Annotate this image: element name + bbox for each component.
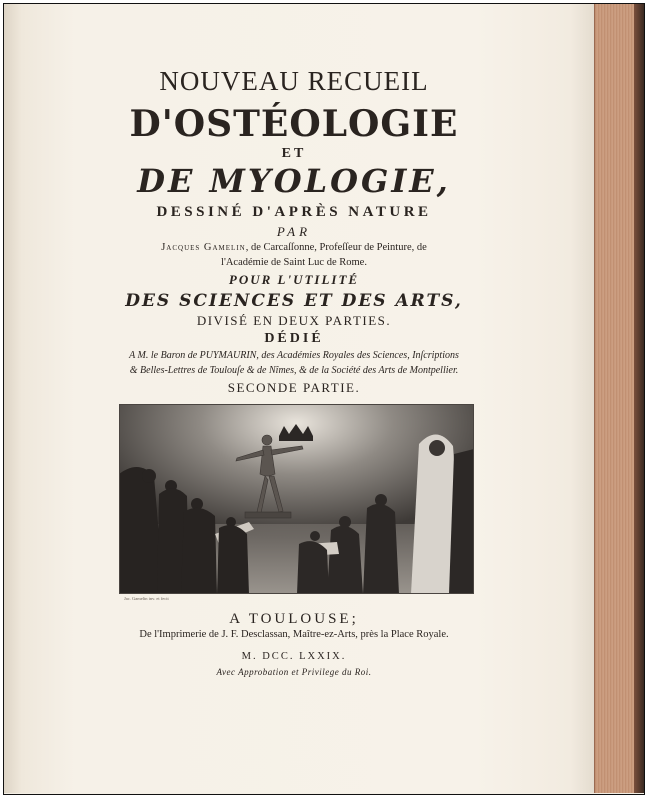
printer-line: De l'Imprimerie de J. F. Desclassan, Maître-ez-Arts, près la Place Royale. (139, 629, 449, 640)
by-line: PAR (276, 224, 312, 239)
book-fore-edge (594, 4, 644, 793)
illustration-credit: Jac. Gamelin inv. et fecit (124, 596, 169, 601)
book-scan-frame (3, 3, 645, 795)
author-details: , de Carcaſſonne, Profeſſeur de Peinture, de (245, 242, 427, 253)
purpose-line-1: POUR L'UTILITÉ (228, 272, 360, 287)
privilege-line: Avec Approbation et Privilege du Roi. (216, 667, 372, 677)
publication-year: M. DCC. LXXIX. (241, 651, 347, 662)
engraving-illustration (119, 404, 474, 594)
purpose-line-2: DES SCIENCES ET DES ARTS, (125, 291, 463, 311)
crown-icon (279, 424, 313, 441)
part-line: SECONDE PARTIE. (227, 380, 361, 395)
title-line-2: D'OSTÉOLOGIE (129, 103, 459, 145)
dedication-heading: DÉDIÉ (264, 331, 324, 346)
title-line-3: ET (281, 146, 307, 161)
subtitle: DESSINÉ D'APRÈS NATURE (156, 204, 432, 220)
division-line: DIVISÉ EN DEUX PARTIES. (196, 313, 392, 328)
place-of-printing: A TOULOUSE; (229, 611, 359, 627)
author-name: Jacques Gamelin (161, 242, 246, 253)
dedicatee-line-1: A M. le Baron de PUYMAURIN, des Académies Royales des Sciences, Inſcriptions (129, 350, 459, 361)
title-page (4, 4, 594, 793)
dedicatee-line-2: & Belles-Lettres de Toulouſe & de Nîmes, & de la Société des Arts de Montpellier. (129, 365, 459, 376)
title-line-4: DE MYOLOGIE, (137, 162, 451, 200)
author-line (4, 242, 584, 253)
author-academy: l'Académie de Saint Luc de Rome. (221, 257, 367, 268)
title-line-1: NOUVEAU RECUEIL (159, 66, 429, 96)
